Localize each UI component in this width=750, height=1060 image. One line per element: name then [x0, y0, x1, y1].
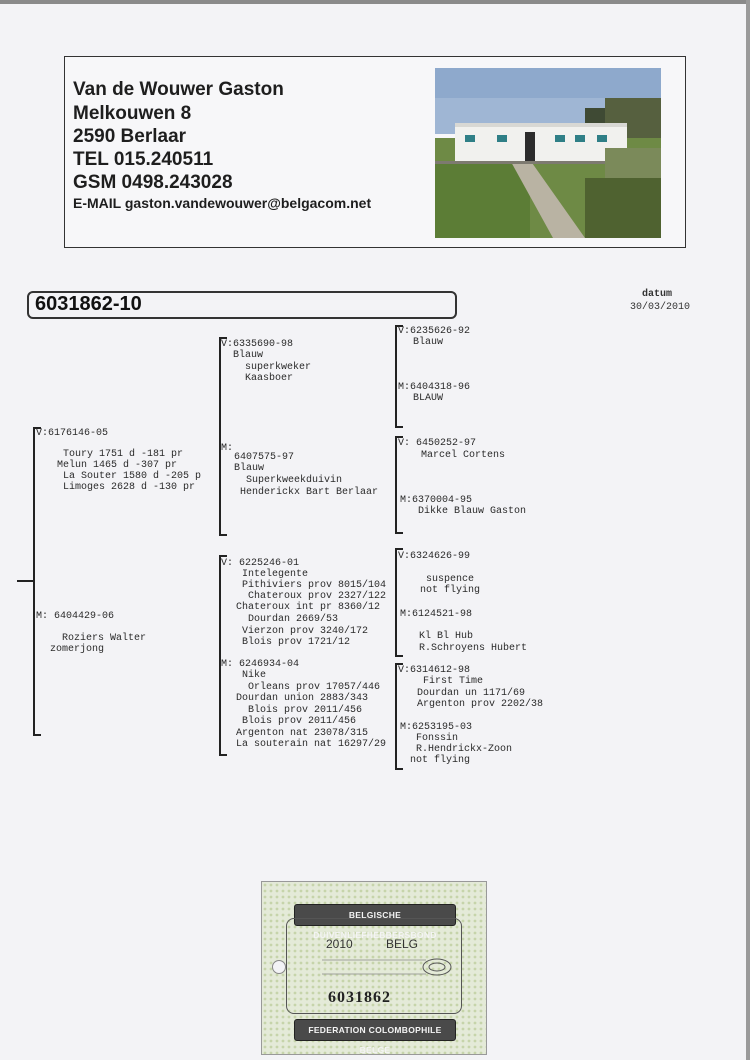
- mfm-note: R.Schroyens Hubert: [419, 643, 528, 654]
- father-note: Melun 1465 d -307 pr: [57, 460, 178, 471]
- pigeon-ring-number: 6031862-10: [35, 293, 142, 315]
- gen3-ff-bracket-bottom: [395, 426, 403, 428]
- mf-note: Intelegente: [242, 569, 309, 580]
- mm-note: Argenton nat 23078/315: [236, 728, 369, 739]
- mf-note: Chateroux prov 2327/122: [248, 591, 387, 602]
- mother-note: zomerjong: [50, 644, 105, 655]
- page-right-edge: [746, 0, 750, 1060]
- mm-note: Blois prov 2011/456: [248, 705, 363, 716]
- owner-phone: TEL 015.240511: [73, 149, 214, 170]
- fm-ring: 6407575-97: [234, 452, 295, 463]
- mmm-note: Fonssin: [416, 733, 459, 744]
- gen3-fm-bracket-bottom: [395, 532, 403, 534]
- fm-ring-prefix: M:: [221, 443, 234, 454]
- owner-mobile: GSM 0498.243028: [73, 172, 233, 193]
- fff-ring: V:6235626-92: [398, 326, 471, 337]
- fm-note: Superkweekduivin: [246, 475, 343, 486]
- owner-name: Van de Wouwer Gaston: [73, 79, 284, 100]
- mff-ring: V:6324626-99: [398, 551, 471, 562]
- mmf-note: Dourdan un 1171/69: [417, 688, 526, 699]
- mfm-note: Kl Bl Hub: [419, 631, 474, 642]
- owner-city: 2590 Berlaar: [73, 126, 187, 147]
- stamp-year: 2010: [326, 937, 353, 951]
- mm-note: Orleans prov 17057/446: [248, 682, 381, 693]
- father-note: Limoges 2628 d -130 pr: [63, 482, 196, 493]
- stamp-country: BELG: [386, 937, 419, 951]
- gen3-mf-bracket-bottom: [395, 655, 403, 657]
- ff-ring: V:6335690-98: [221, 339, 294, 350]
- father-note: La Souter 1580 d -205 p: [63, 471, 202, 482]
- gen2-mother-bracket-bottom: [219, 754, 227, 756]
- gen3-mf-bracket: [395, 548, 397, 656]
- gen3-mm-bracket: [395, 663, 397, 769]
- mother-ring: M: 6404429-06: [36, 611, 115, 622]
- mother-note: Roziers Walter: [62, 633, 147, 644]
- loft-photo: [435, 68, 661, 238]
- stamp-bottom-banner: FEDERATION COLOMBOPHILE BELGE: [294, 1019, 456, 1041]
- fff-note: Blauw: [413, 337, 444, 348]
- ff-note: Blauw: [233, 350, 264, 361]
- ring-certificate-stamp: [261, 881, 487, 1055]
- mmm-note: R.Hendrickx-Zoon: [416, 744, 513, 755]
- mf-note: Vierzon prov 3240/172: [242, 626, 369, 637]
- fmf-ring: V: 6450252-97: [398, 438, 477, 449]
- stamp-top-banner: BELGISCHE DUIVENLIEFHEBBERSBOND: [294, 904, 456, 926]
- mmf-ring: V:6314612-98: [398, 665, 471, 676]
- mm-note: Dourdan union 2883/343: [236, 693, 369, 704]
- gen3-ff-bracket: [395, 325, 397, 427]
- gen2-mother-bracket-top: [219, 555, 227, 557]
- gen1-bracket-bottom: [33, 734, 41, 736]
- mf-ring: V: 6225246-01: [221, 558, 300, 569]
- mm-note: Blois prov 2011/456: [242, 716, 357, 727]
- date-value: 30/03/2010: [630, 302, 691, 313]
- mfm-ring: M:6124521-98: [400, 609, 473, 620]
- owner-street: Melkouwen 8: [73, 103, 192, 124]
- date-label: datum: [642, 289, 673, 300]
- ffm-note: BLAUW: [413, 393, 444, 404]
- mff-note: suspence: [426, 574, 475, 585]
- fmm-note: Dikke Blauw Gaston: [418, 506, 527, 517]
- mmf-note: First Time: [423, 676, 484, 687]
- mmm-note: not flying: [410, 755, 471, 766]
- gen3-fm-bracket: [395, 436, 397, 533]
- father-ring: V:6176146-05: [36, 428, 109, 439]
- gen2-mother-bracket: [219, 555, 221, 755]
- gen3-mm-bracket-bottom: [395, 768, 403, 770]
- fmm-ring: M:6370004-95: [400, 495, 473, 506]
- father-note: Toury 1751 d -181 pr: [63, 449, 184, 460]
- mf-note: Blois prov 1721/12: [242, 637, 351, 648]
- gen2-father-bracket-bottom: [219, 534, 227, 536]
- mmf-note: Argenton prov 2202/38: [417, 699, 544, 710]
- fm-note: Blauw: [234, 463, 265, 474]
- ff-note: Kaasboer: [245, 373, 294, 384]
- mm-note: La souterain nat 16297/29: [236, 739, 387, 750]
- fm-note: Henderickx Bart Berlaar: [240, 487, 379, 498]
- mf-note: Dourdan 2669/53: [248, 614, 339, 625]
- mff-note: not flying: [420, 585, 481, 596]
- gen3-mf-bracket-top: [395, 548, 403, 550]
- mmm-ring: M:6253195-03: [400, 722, 473, 733]
- stamp-punch-hole: [272, 960, 286, 974]
- mf-note: Pithiviers prov 8015/104: [242, 580, 387, 591]
- fmf-note: Marcel Cortens: [421, 450, 506, 461]
- page-top-edge: [0, 0, 750, 4]
- gen2-father-bracket: [219, 337, 221, 535]
- stamp-ring-number: 6031862: [328, 989, 391, 1006]
- mf-note: Chateroux int pr 8360/12: [236, 602, 381, 613]
- owner-email: E-MAIL gaston.vandewouwer@belgacom.net: [73, 195, 372, 211]
- ff-note: superkweker: [245, 362, 312, 373]
- gen1-bracket: [33, 427, 35, 735]
- root-connector: [17, 580, 34, 582]
- mm-ring: M: 6246934-04: [221, 659, 300, 670]
- mm-note: Nike: [242, 670, 267, 681]
- ffm-ring: M:6404318-96: [398, 382, 471, 393]
